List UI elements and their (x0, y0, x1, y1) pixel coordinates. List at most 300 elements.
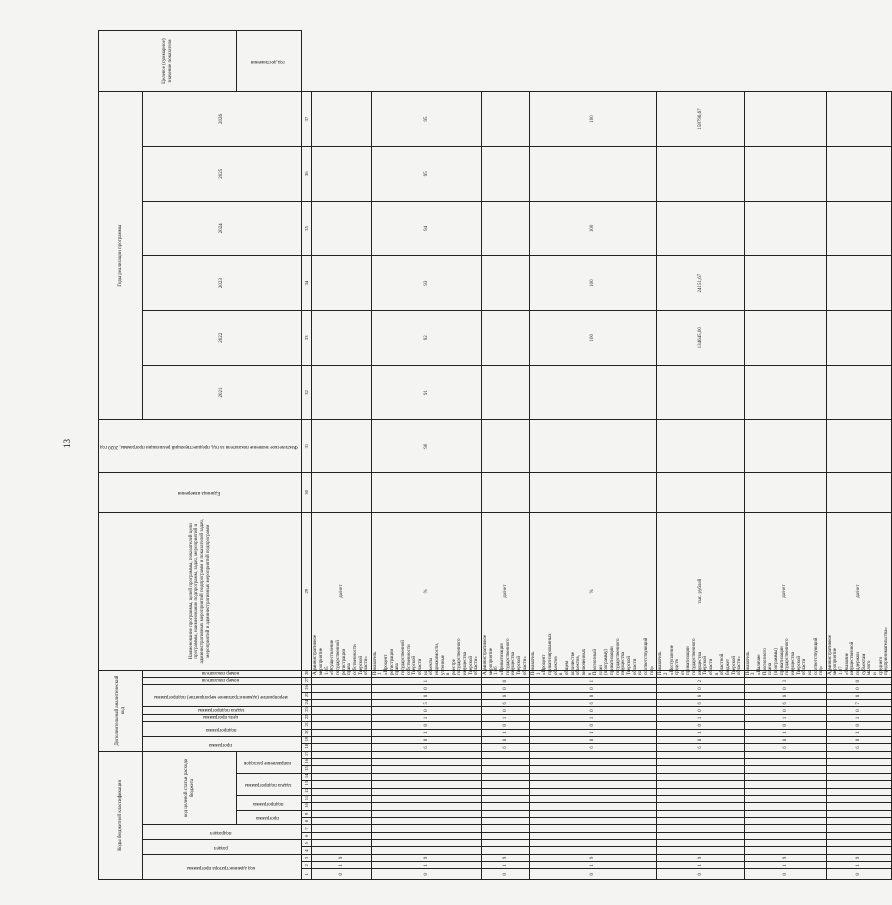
code-cell: 1 (482, 862, 530, 869)
code-cell: 0 (371, 685, 481, 692)
row-year-value (312, 201, 371, 256)
code-cell (530, 781, 657, 788)
header-add-indicator-2: номер показателя (143, 670, 302, 677)
code-cell (482, 795, 530, 802)
code-cell: 0 (826, 685, 891, 692)
column-number-cell: 7 (302, 825, 312, 832)
row-year-value (826, 201, 891, 256)
code-cell (312, 722, 371, 729)
code-cell: 0 (530, 707, 657, 714)
code-cell (482, 847, 530, 854)
code-cell (482, 759, 530, 766)
row-year-value: 94 (371, 201, 481, 256)
code-cell (312, 678, 371, 685)
code-cell: 8 (657, 736, 745, 743)
code-cell: 1 (312, 862, 371, 869)
header-year-2023: 2023 (143, 256, 302, 311)
table-row (371, 31, 481, 880)
code-cell (530, 825, 657, 832)
column-number-cell: 8 (302, 817, 312, 824)
column-number-cell: 22 (302, 714, 312, 721)
code-cell (826, 825, 891, 832)
code-cell (312, 832, 371, 839)
row-year-value (826, 365, 891, 420)
code-cell (826, 817, 891, 824)
header-fact: Фактическое значение показателя за год, предшествующий реализации программы, 2020 год (99, 420, 302, 473)
header-kbk-admin: код администратора программы (143, 854, 302, 879)
code-cell (530, 847, 657, 854)
code-cell: 0 (826, 678, 891, 685)
code-cell (312, 803, 371, 810)
code-cell (482, 810, 530, 817)
code-cell: 0 (826, 869, 891, 880)
row-unit: да/нет (482, 512, 530, 670)
code-cell (657, 751, 745, 759)
row-unit: да/нет (312, 512, 371, 670)
rotated-table-container (98, 30, 890, 880)
row-year-value (657, 420, 745, 473)
row-year-value: 100 (530, 310, 657, 365)
code-cell (482, 840, 530, 847)
code-cell: 6 (530, 744, 657, 751)
code-cell (482, 817, 530, 824)
code-cell (657, 847, 745, 854)
header-year-2021: 2021 (143, 365, 302, 420)
code-cell (312, 840, 371, 847)
code-cell (744, 773, 826, 780)
code-cell: 1 (530, 862, 657, 869)
column-number-cell: 21 (302, 722, 312, 729)
code-cell (826, 759, 891, 766)
row-name: Показатель 3 «Наличие Прогнозного плана (программы) приватизации государственного имущества Тверской области на соответствующий год» (744, 670, 826, 677)
code-cell: 1 (826, 714, 891, 721)
header-kbk-target-article: код целевой статьи расхода бюджета (143, 751, 237, 825)
column-number-cell: 35 (302, 201, 312, 256)
code-cell (657, 803, 745, 810)
code-cell: 1 (371, 862, 481, 869)
code-cell: 1 (530, 714, 657, 721)
code-cell: 1 (530, 729, 657, 736)
code-cell: 8 (530, 736, 657, 743)
code-cell (371, 817, 481, 824)
code-cell: 8 (744, 736, 826, 743)
code-cell (312, 692, 371, 699)
code-cell: 6 (657, 700, 745, 707)
code-cell: 8 (826, 736, 891, 743)
row-year-value: 95 (371, 146, 481, 201)
code-cell: 8 (826, 692, 891, 699)
code-cell (482, 781, 530, 788)
column-number-cell: 18 (302, 744, 312, 751)
row-year-value (482, 310, 530, 365)
header-target-year: год достижения (237, 31, 302, 92)
code-cell: 0 (826, 707, 891, 714)
code-cell (826, 781, 891, 788)
code-cell (482, 788, 530, 795)
row-unit: % (371, 512, 481, 670)
header-add-task: задача подпрограммы (143, 707, 302, 714)
code-cell (744, 795, 826, 802)
column-number-cell: 4 (302, 847, 312, 854)
code-cell: 7 (826, 700, 891, 707)
row-fact (312, 472, 371, 512)
header-years: Годы реализации программы (99, 92, 143, 420)
code-cell (657, 832, 745, 839)
row-year-value (312, 256, 371, 311)
code-cell (312, 847, 371, 854)
code-cell: 6 (371, 744, 481, 751)
row-year-value (744, 365, 826, 420)
code-cell: 5 (371, 700, 481, 707)
code-cell (312, 685, 371, 692)
code-cell (744, 825, 826, 832)
code-cell (744, 810, 826, 817)
code-cell (530, 759, 657, 766)
code-cell (657, 817, 745, 824)
code-cell (744, 803, 826, 810)
row-year-value (657, 365, 745, 420)
row-year-value: 100 (530, 256, 657, 311)
column-number-cell: 3 (302, 854, 312, 861)
header-year-2025: 2025 (143, 146, 302, 201)
code-cell (312, 781, 371, 788)
header-add-event: мероприятие (административное мероприятие) подпрограммы (143, 685, 302, 707)
table-row (826, 31, 891, 880)
row-year-value (312, 365, 371, 420)
code-cell (371, 766, 481, 773)
code-cell: 0 (371, 707, 481, 714)
column-number-cell: 37 (302, 92, 312, 147)
row-year-value (744, 201, 826, 256)
code-cell: 1 (826, 729, 891, 736)
code-cell (371, 832, 481, 839)
column-number-cell: 27 (302, 678, 312, 685)
row-fact (482, 472, 530, 512)
code-cell (657, 840, 745, 847)
code-cell (657, 759, 745, 766)
row-year-value: 134645,00 (657, 310, 745, 365)
code-cell (482, 751, 530, 759)
column-number-cell: 11 (302, 795, 312, 802)
row-target: 95 (371, 92, 481, 147)
code-cell (826, 847, 891, 854)
code-cell (530, 810, 657, 817)
code-cell (826, 840, 891, 847)
code-cell (657, 773, 745, 780)
code-cell (657, 788, 745, 795)
code-cell: 0 (657, 685, 745, 692)
code-cell (530, 788, 657, 795)
code-cell (371, 847, 481, 854)
code-cell (826, 810, 891, 817)
code-cell: 8 (744, 692, 826, 699)
code-cell (482, 803, 530, 810)
row-target (482, 92, 530, 147)
code-cell (371, 773, 481, 780)
code-cell (371, 759, 481, 766)
code-cell: 8 (482, 692, 530, 699)
code-cell (371, 751, 481, 759)
row-year-value (530, 365, 657, 420)
row-year-value (312, 310, 371, 365)
code-cell (482, 825, 530, 832)
header-add-subprogram: подпрограмма (143, 722, 302, 737)
code-cell: 1 (657, 714, 745, 721)
code-cell: 0 (482, 707, 530, 714)
row-year-value: 100 (530, 201, 657, 256)
row-year-value: 91 (371, 365, 481, 420)
code-cell: 0 (482, 685, 530, 692)
header-add-goal: цель программы (143, 714, 302, 721)
code-cell: 9 (826, 854, 891, 861)
column-number-cell: 13 (302, 781, 312, 788)
code-cell (744, 781, 826, 788)
code-cell (744, 847, 826, 854)
code-cell (826, 751, 891, 759)
code-cell: 6 (744, 744, 826, 751)
column-number-cell: 14 (302, 773, 312, 780)
column-number-cell: 9 (302, 810, 312, 817)
code-cell (826, 795, 891, 802)
code-cell: 8 (530, 692, 657, 699)
code-cell (657, 825, 745, 832)
code-cell: 1 (482, 729, 530, 736)
column-number-cell: 15 (302, 766, 312, 773)
row-year-value (482, 256, 530, 311)
header-year-2026: 2026 (143, 92, 302, 147)
column-number-cell: 10 (302, 803, 312, 810)
table-row (530, 31, 657, 880)
code-cell (826, 832, 891, 839)
code-cell (312, 744, 371, 751)
code-cell: 9 (371, 854, 481, 861)
row-unit: да/нет (744, 512, 826, 670)
header-kbk-subprogram: подпрограмма (237, 795, 302, 810)
row-year-value (657, 146, 745, 201)
row-year-value (312, 146, 371, 201)
code-cell: 0 (657, 722, 745, 729)
code-cell: 8 (482, 736, 530, 743)
code-cell (744, 840, 826, 847)
code-cell: 0 (744, 869, 826, 880)
code-cell (530, 803, 657, 810)
code-cell (371, 781, 481, 788)
column-number-row (302, 31, 312, 880)
code-cell: 0 (657, 869, 745, 880)
code-cell (657, 766, 745, 773)
column-number-cell: 12 (302, 788, 312, 795)
row-target (826, 92, 891, 147)
code-cell: 0 (482, 869, 530, 880)
code-cell (657, 781, 745, 788)
row-year-value (482, 146, 530, 201)
code-cell (312, 788, 371, 795)
row-year-value (826, 146, 891, 201)
header-additional-code: Дополнительный аналитический код (99, 670, 143, 751)
header-target: Целевое (суммарное) значение показателя (99, 31, 237, 92)
code-cell (371, 788, 481, 795)
row-fact (744, 472, 826, 512)
row-name: Показатель 1 «Процент приватизированных объектов в общем количестве объектов, включенных в Прогнозный план (программу) приватизации государственного имущества Тверской области на соответствующий год» (530, 670, 657, 677)
code-cell (312, 817, 371, 824)
code-cell (312, 729, 371, 736)
code-cell (657, 810, 745, 817)
header-add-indicator: номер показателя (143, 678, 302, 685)
row-year-value (826, 310, 891, 365)
column-number-cell: 36 (302, 146, 312, 201)
column-number-cell: 28 (302, 670, 312, 677)
code-cell (744, 751, 826, 759)
column-number-cell: 5 (302, 840, 312, 847)
code-cell: 8 (371, 692, 481, 699)
table-row (657, 31, 745, 880)
code-cell: 0 (657, 707, 745, 714)
header-kbk-program: программа (237, 810, 302, 825)
code-cell (826, 803, 891, 810)
row-year-value (744, 420, 826, 473)
header-kbk-section: раздел (143, 840, 302, 855)
row-target: 158796,67 (657, 92, 745, 147)
code-cell (371, 810, 481, 817)
code-cell (826, 788, 891, 795)
code-cell: 2 (657, 678, 745, 685)
code-cell (744, 766, 826, 773)
column-number-cell: 16 (302, 759, 312, 766)
row-year-value (530, 420, 657, 473)
code-cell: 0 (744, 685, 826, 692)
row-fact (657, 472, 745, 512)
code-cell (744, 788, 826, 795)
code-cell: 0 (371, 869, 481, 880)
code-cell (482, 766, 530, 773)
code-cell: 9 (482, 854, 530, 861)
table-row (482, 31, 530, 880)
code-cell: 0 (530, 869, 657, 880)
code-cell (312, 700, 371, 707)
code-cell: 6 (744, 700, 826, 707)
code-cell (371, 795, 481, 802)
row-year-value (826, 420, 891, 473)
column-number-cell: 1 (302, 869, 312, 880)
row-target: 100 (530, 92, 657, 147)
code-cell: 0 (530, 722, 657, 729)
header-kbk-subsection: подраздел (143, 825, 302, 840)
row-year-value (482, 420, 530, 473)
code-cell (530, 832, 657, 839)
header-kbk-task: задача подпрограммы (237, 773, 302, 795)
code-cell: 1 (371, 678, 481, 685)
table-row (744, 31, 826, 880)
column-number-cell: 26 (302, 685, 312, 692)
code-cell: 1 (826, 862, 891, 869)
code-cell: 9 (530, 854, 657, 861)
code-cell: 8 (657, 692, 745, 699)
code-cell (530, 840, 657, 847)
row-fact (530, 472, 657, 512)
header-kbk: Коды бюджетной классификации (99, 751, 143, 879)
code-cell (744, 832, 826, 839)
column-number-cell: 2 (302, 862, 312, 869)
code-cell: 1 (657, 729, 745, 736)
code-cell (312, 736, 371, 743)
row-target (312, 92, 371, 147)
row-unit: % (530, 512, 657, 670)
page-number: 13 (62, 439, 72, 448)
code-cell: 1 (744, 714, 826, 721)
column-number-cell: 23 (302, 707, 312, 714)
code-cell (312, 773, 371, 780)
code-cell (312, 759, 371, 766)
code-cell (744, 759, 826, 766)
code-cell (482, 773, 530, 780)
row-name: Показатель 1 «Процент регистрации права государственной собственности Тверской области на объекты недвижимости, учтенные в реестре государственного имущества Тверской области» (371, 670, 481, 677)
row-name: Административное мероприятие 1.05 «Осуществление государственной регистрации права собственности Тверской области» (312, 670, 371, 677)
code-cell: 0 (482, 678, 530, 685)
code-cell: 6 (657, 744, 745, 751)
code-cell (371, 825, 481, 832)
code-cell (657, 795, 745, 802)
row-name: Административное мероприятие 1.06 «Приватизация государственного имущества Тверской области» (482, 670, 530, 677)
code-cell: 1 (530, 678, 657, 685)
code-cell (530, 795, 657, 802)
column-number-cell: 34 (302, 256, 312, 311)
code-cell: 8 (371, 736, 481, 743)
column-number-cell: 31 (302, 420, 312, 473)
code-cell: 1 (657, 862, 745, 869)
header-year-2024: 2024 (143, 201, 302, 256)
code-cell: 1 (744, 862, 826, 869)
row-fact (371, 472, 481, 512)
code-cell (530, 751, 657, 759)
row-year-value (657, 201, 745, 256)
column-number-cell: 6 (302, 832, 312, 839)
row-name: Административное мероприятие 1.07 «Оказание имущественной поддержки субъектам малого и среднего предпринимательства» (826, 670, 891, 677)
code-cell (482, 832, 530, 839)
code-cell (530, 817, 657, 824)
row-unit: да/нет (826, 512, 891, 670)
column-number-cell: 33 (302, 310, 312, 365)
code-cell (312, 707, 371, 714)
code-cell: 6 (530, 700, 657, 707)
code-cell (371, 840, 481, 847)
header-add-program: программа (143, 736, 302, 751)
code-cell (826, 773, 891, 780)
code-cell: 0 (530, 685, 657, 692)
code-cell: 1 (744, 729, 826, 736)
row-year-value: 93 (371, 256, 481, 311)
code-cell: 0 (744, 707, 826, 714)
code-cell: 9 (657, 854, 745, 861)
row-year-value: 92 (371, 310, 481, 365)
column-number-cell: 32 (302, 365, 312, 420)
code-cell: 1 (371, 729, 481, 736)
code-cell: 0 (744, 722, 826, 729)
code-cell (312, 766, 371, 773)
code-cell: 3 (744, 678, 826, 685)
column-number-cell: 20 (302, 729, 312, 736)
row-year-value (482, 201, 530, 256)
row-year-value (482, 365, 530, 420)
code-cell (312, 751, 371, 759)
row-year-value (744, 146, 826, 201)
code-cell: 6 (482, 744, 530, 751)
column-number-cell: 19 (302, 736, 312, 743)
code-cell: 0 (371, 722, 481, 729)
row-unit: тыс. рублей (657, 512, 745, 670)
code-cell (312, 810, 371, 817)
row-year-value (744, 256, 826, 311)
column-number-cell: 24 (302, 700, 312, 707)
